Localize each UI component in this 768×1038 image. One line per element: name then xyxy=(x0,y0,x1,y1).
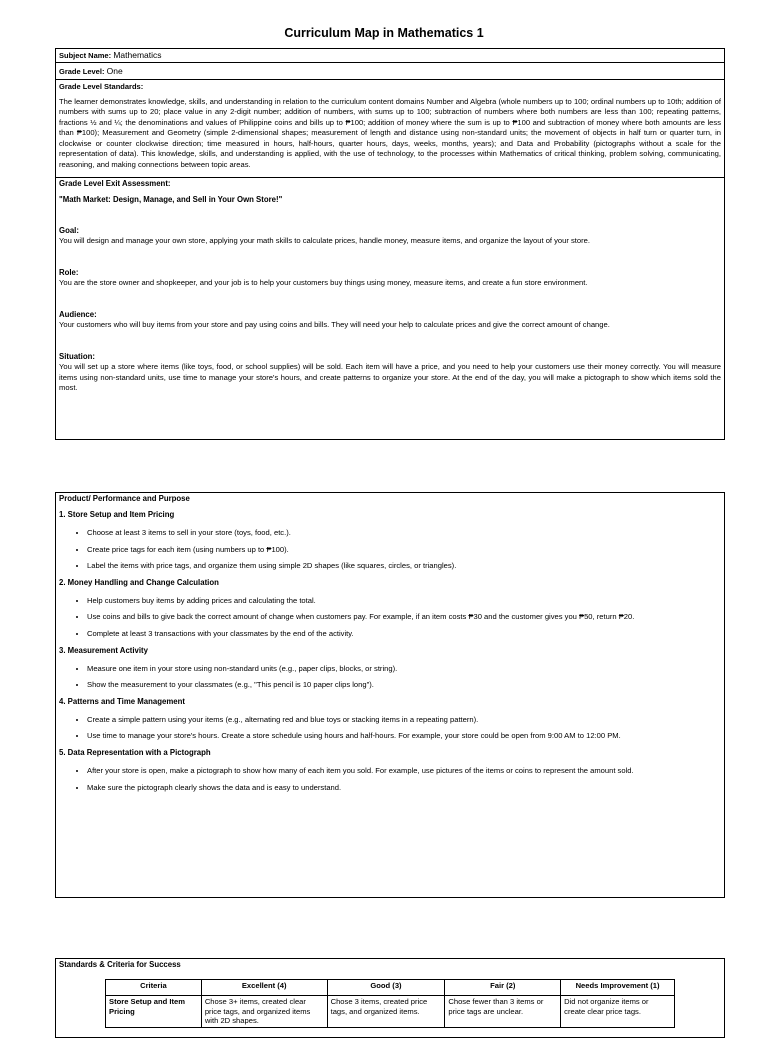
standards-row xyxy=(56,80,724,178)
product-box xyxy=(55,492,725,898)
situation-section xyxy=(59,352,721,394)
product-section-heading: 4. Patterns and Time Management xyxy=(59,696,185,706)
table-cell: Chose fewer than 3 items or price tags are unclear. xyxy=(445,996,561,1028)
column-header: Criteria xyxy=(106,980,202,996)
page-title: Curriculum Map in Mathematics 1 xyxy=(284,26,484,40)
list-item: • Use coins and bills to give back the correct amount of change when customers pay. For example, if an item costs ₱30 and the customer gives you ₱50, return ₱20. xyxy=(87,612,721,622)
goal-section xyxy=(59,226,721,246)
grade-value: One xyxy=(106,66,123,76)
column-header: Excellent (4) xyxy=(201,980,327,996)
column-header: Fair (2) xyxy=(445,980,561,996)
product-label: Product/ Performance and Purpose xyxy=(59,494,190,503)
role-section xyxy=(59,268,721,288)
subject-row xyxy=(56,49,724,63)
curriculum-info-box xyxy=(55,48,725,440)
list-item: • Complete at least 3 transactions with your classmates by the end of the activity. xyxy=(87,629,721,639)
product-section-list xyxy=(59,766,721,793)
subject-label: Subject Name: xyxy=(59,51,112,60)
grade-label: Grade Level: xyxy=(59,67,105,76)
product-section-heading: 3. Measurement Activity xyxy=(59,645,148,655)
standards-text: The learner demonstrates knowledge, skills, and understanding in relation to the curriculum content domains Number and Algebra (whole numbers up to 100; ordinal numbers up to 10th; addition of numbers with sums up to 20; place value in any 2-digit number; addition of numbers, with sums up to 100; subtraction of numbers where both numbers are less than 100; repeating patterns, fractions ½ and ¼; the denominations and values of Philippine coins and bills up to ₱100; addition of money where the sum is up to ₱100 and subtraction of money where both amounts are less than ₱100); Measurement and Geometry (simple 2-dimensional shapes; measurement of length and distance using non-standard units; the movement of objects in half turn or quarter turn, in clockwise or counter clockwise direction; time measured in hours, half-hours, quarter hours, days, weeks, months, years); and Data and Probability (pictographs without a scale for the representation of data). This knowledge, skills, and understanding is applied, with the use of technology, to the processes within Mathematics of critical thinking, problem solving, communicating, reasoning, and making connections between topic areas. xyxy=(59,96,721,170)
grade-row xyxy=(56,63,724,80)
product-section-list xyxy=(59,664,721,691)
table-cell: Chose 3 items, created price tags, and organized items. xyxy=(327,996,445,1028)
product-section-list xyxy=(59,596,721,639)
exit-assessment-row xyxy=(56,178,724,395)
audience-section xyxy=(59,310,721,330)
product-section-heading: 2. Money Handling and Change Calculation xyxy=(59,577,219,587)
product-section-list xyxy=(59,715,721,742)
situation-text: You will set up a store where items (like toys, food, or school supplies) will be sold. Each item will have a price, and you need to help your customers use their money correctly. You will measure items using non-standard units, use time to manage your store's hours, and create patterns to organize your store. At the end of the day, you will make a pictograph to show which items sold the most. xyxy=(59,362,721,393)
situation-heading: Situation: xyxy=(59,352,95,361)
list-item: • Choose at least 3 items to sell in your store (toys, food, etc.). xyxy=(87,528,721,538)
table-cell: Store Setup and Item Pricing xyxy=(106,996,202,1028)
goal-text: You will design and manage your own store, applying your math skills to calculate prices, handle money, measure items, and organize the layout of your store. xyxy=(59,236,591,245)
table-row xyxy=(106,996,675,1028)
list-item: • Create price tags for each item (using numbers up to ₱100). xyxy=(87,545,721,555)
list-item: • Show the measurement to your classmates (e.g., "This pencil is 10 paper clips long"). xyxy=(87,680,721,690)
audience-text: Your customers who will buy items from your store and pay using coins and bills. They will need your help to calculate prices and give the correct amount of change. xyxy=(59,320,610,329)
list-item: • Create a simple pattern using your items (e.g., alternating red and blue toys or stacking items in a repeating pattern). xyxy=(87,715,721,725)
column-header: Needs Improvement (1) xyxy=(561,980,675,996)
table-header-row xyxy=(106,980,675,996)
product-section-heading: 5. Data Representation with a Pictograph xyxy=(59,747,211,757)
criteria-table xyxy=(105,979,675,1028)
product-section-list xyxy=(59,528,721,571)
criteria-label: Standards & Criteria for Success xyxy=(59,960,181,969)
standards-label: Grade Level Standards: xyxy=(59,82,144,91)
role-text: You are the store owner and shopkeeper, and your job is to help your customers buy things using money, measure items, and create a fun store environment. xyxy=(59,278,588,287)
column-header: Good (3) xyxy=(327,980,445,996)
subject-value: Mathematics xyxy=(113,50,162,60)
list-item: • Measure one item in your store using non-standard units (e.g., paper clips, blocks, or string). xyxy=(87,664,721,674)
list-item: • After your store is open, make a pictograph to show how many of each item you sold. For example, use pictures of the items or coins to represent the amount sold. xyxy=(87,766,721,776)
role-heading: Role: xyxy=(59,268,79,277)
list-item: • Use time to manage your store's hours. Create a store schedule using hours and half-hours. For example, your store could be open from 9:00 AM to 12:00 PM. xyxy=(87,731,721,741)
audience-heading: Audience: xyxy=(59,310,97,319)
table-cell: Did not organize items or create clear price tags. xyxy=(561,996,675,1028)
exit-label: Grade Level Exit Assessment: xyxy=(59,179,171,188)
list-item: • Help customers buy items by adding prices and calculating the total. xyxy=(87,596,721,606)
list-item: • Label the items with price tags, and organize them using simple 2D shapes (like squares, circles, or triangles). xyxy=(87,561,721,571)
exit-task-title: "Math Market: Design, Manage, and Sell in Your Own Store!" xyxy=(59,195,283,204)
list-item: • Make sure the pictograph clearly shows the data and is easy to understand. xyxy=(87,783,721,793)
table-cell: Chose 3+ items, created clear price tags, and organized items with 2D shapes. xyxy=(201,996,327,1028)
product-section-heading: 1. Store Setup and Item Pricing xyxy=(59,510,175,519)
goal-heading: Goal: xyxy=(59,226,79,235)
